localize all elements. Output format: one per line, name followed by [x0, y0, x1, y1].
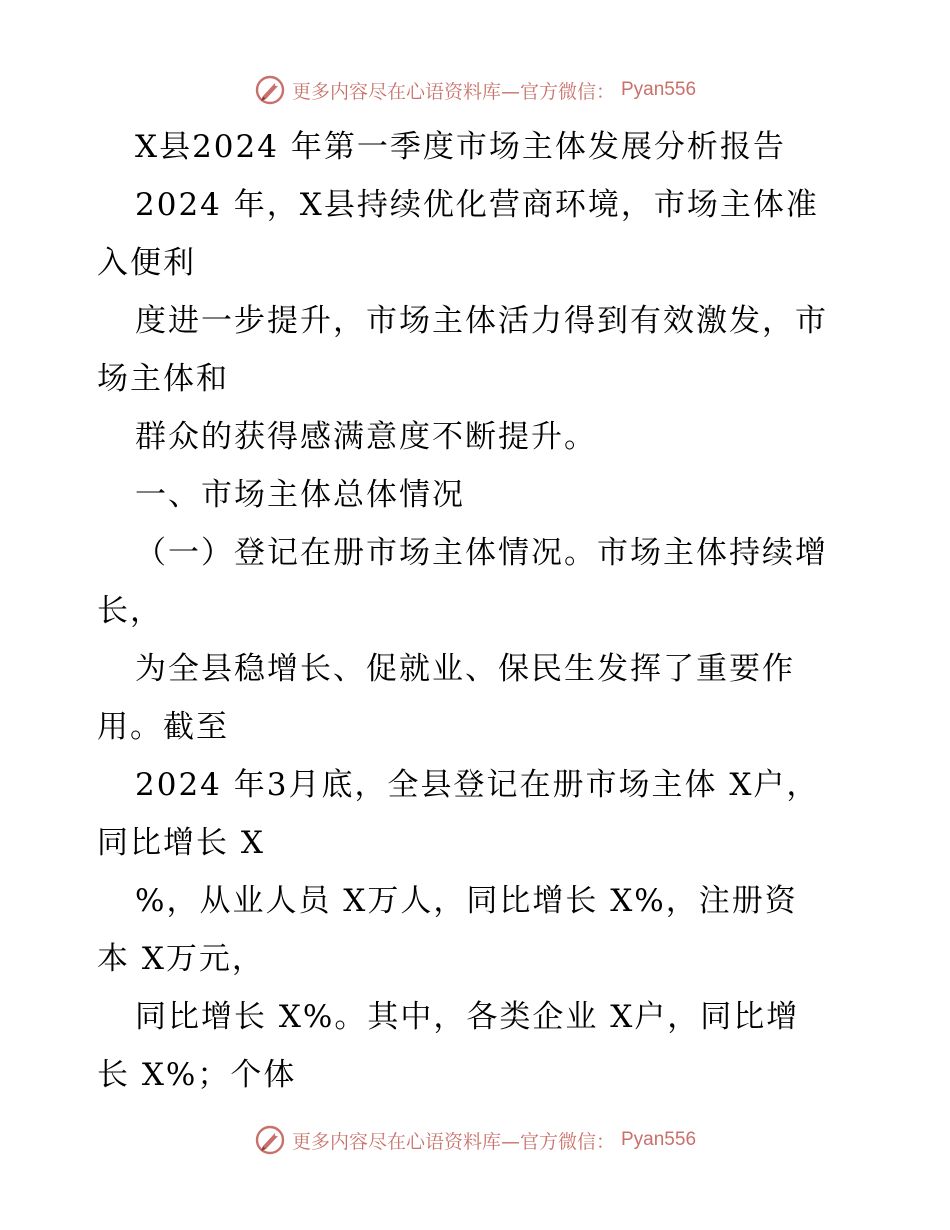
paragraph-line: 2024 年，X县持续优化营商环境，市场主体准 — [135, 187, 819, 223]
quill-seal-icon — [254, 1124, 286, 1156]
watermark-text: 更多内容尽在心语资料库—官方微信： — [291, 80, 615, 103]
paragraph-line: 2024 年3月底，全县登记在册市场主体 X户， — [135, 767, 820, 803]
document-body — [97, 118, 857, 1104]
watermark-handle: Pyan556 — [621, 79, 697, 100]
paragraph-line: 长， — [97, 593, 163, 629]
document-title: X县2024 年第一季度市场主体发展分析报告 — [135, 129, 786, 165]
watermark-text: 更多内容尽在心语资料库—官方微信： — [291, 1130, 615, 1153]
paragraph-line: 入便利 — [97, 245, 196, 281]
paragraph-line: 群众的获得感满意度不断提升。 — [135, 419, 597, 455]
paragraph-line: 度进一步提升，市场主体活力得到有效激发，市 — [135, 303, 828, 339]
paragraph-line: 长 X%；个体 — [97, 1057, 297, 1093]
paragraph-line: 同比增长 X — [97, 825, 265, 861]
paragraph-line: %，从业人员 X万人，同比增长 X%，注册资 — [135, 883, 798, 919]
watermark-footer — [0, 1120, 950, 1160]
paragraph-line: 场主体和 — [97, 361, 229, 397]
paragraph-line: 用。截至 — [97, 709, 229, 745]
section-heading: 一、市场主体总体情况 — [135, 477, 465, 513]
paragraph-line: 为全县稳增长、促就业、保民生发挥了重要作 — [135, 651, 795, 687]
quill-seal-icon — [254, 74, 286, 106]
subsection-heading: （一）登记在册市场主体情况。市场主体持续增 — [135, 535, 828, 571]
paragraph-line: 本 X万元， — [97, 941, 265, 977]
watermark-handle: Pyan556 — [621, 1129, 697, 1150]
watermark-header — [0, 70, 950, 110]
paragraph-line: 同比增长 X%。其中，各类企业 X户，同比增 — [135, 999, 800, 1035]
